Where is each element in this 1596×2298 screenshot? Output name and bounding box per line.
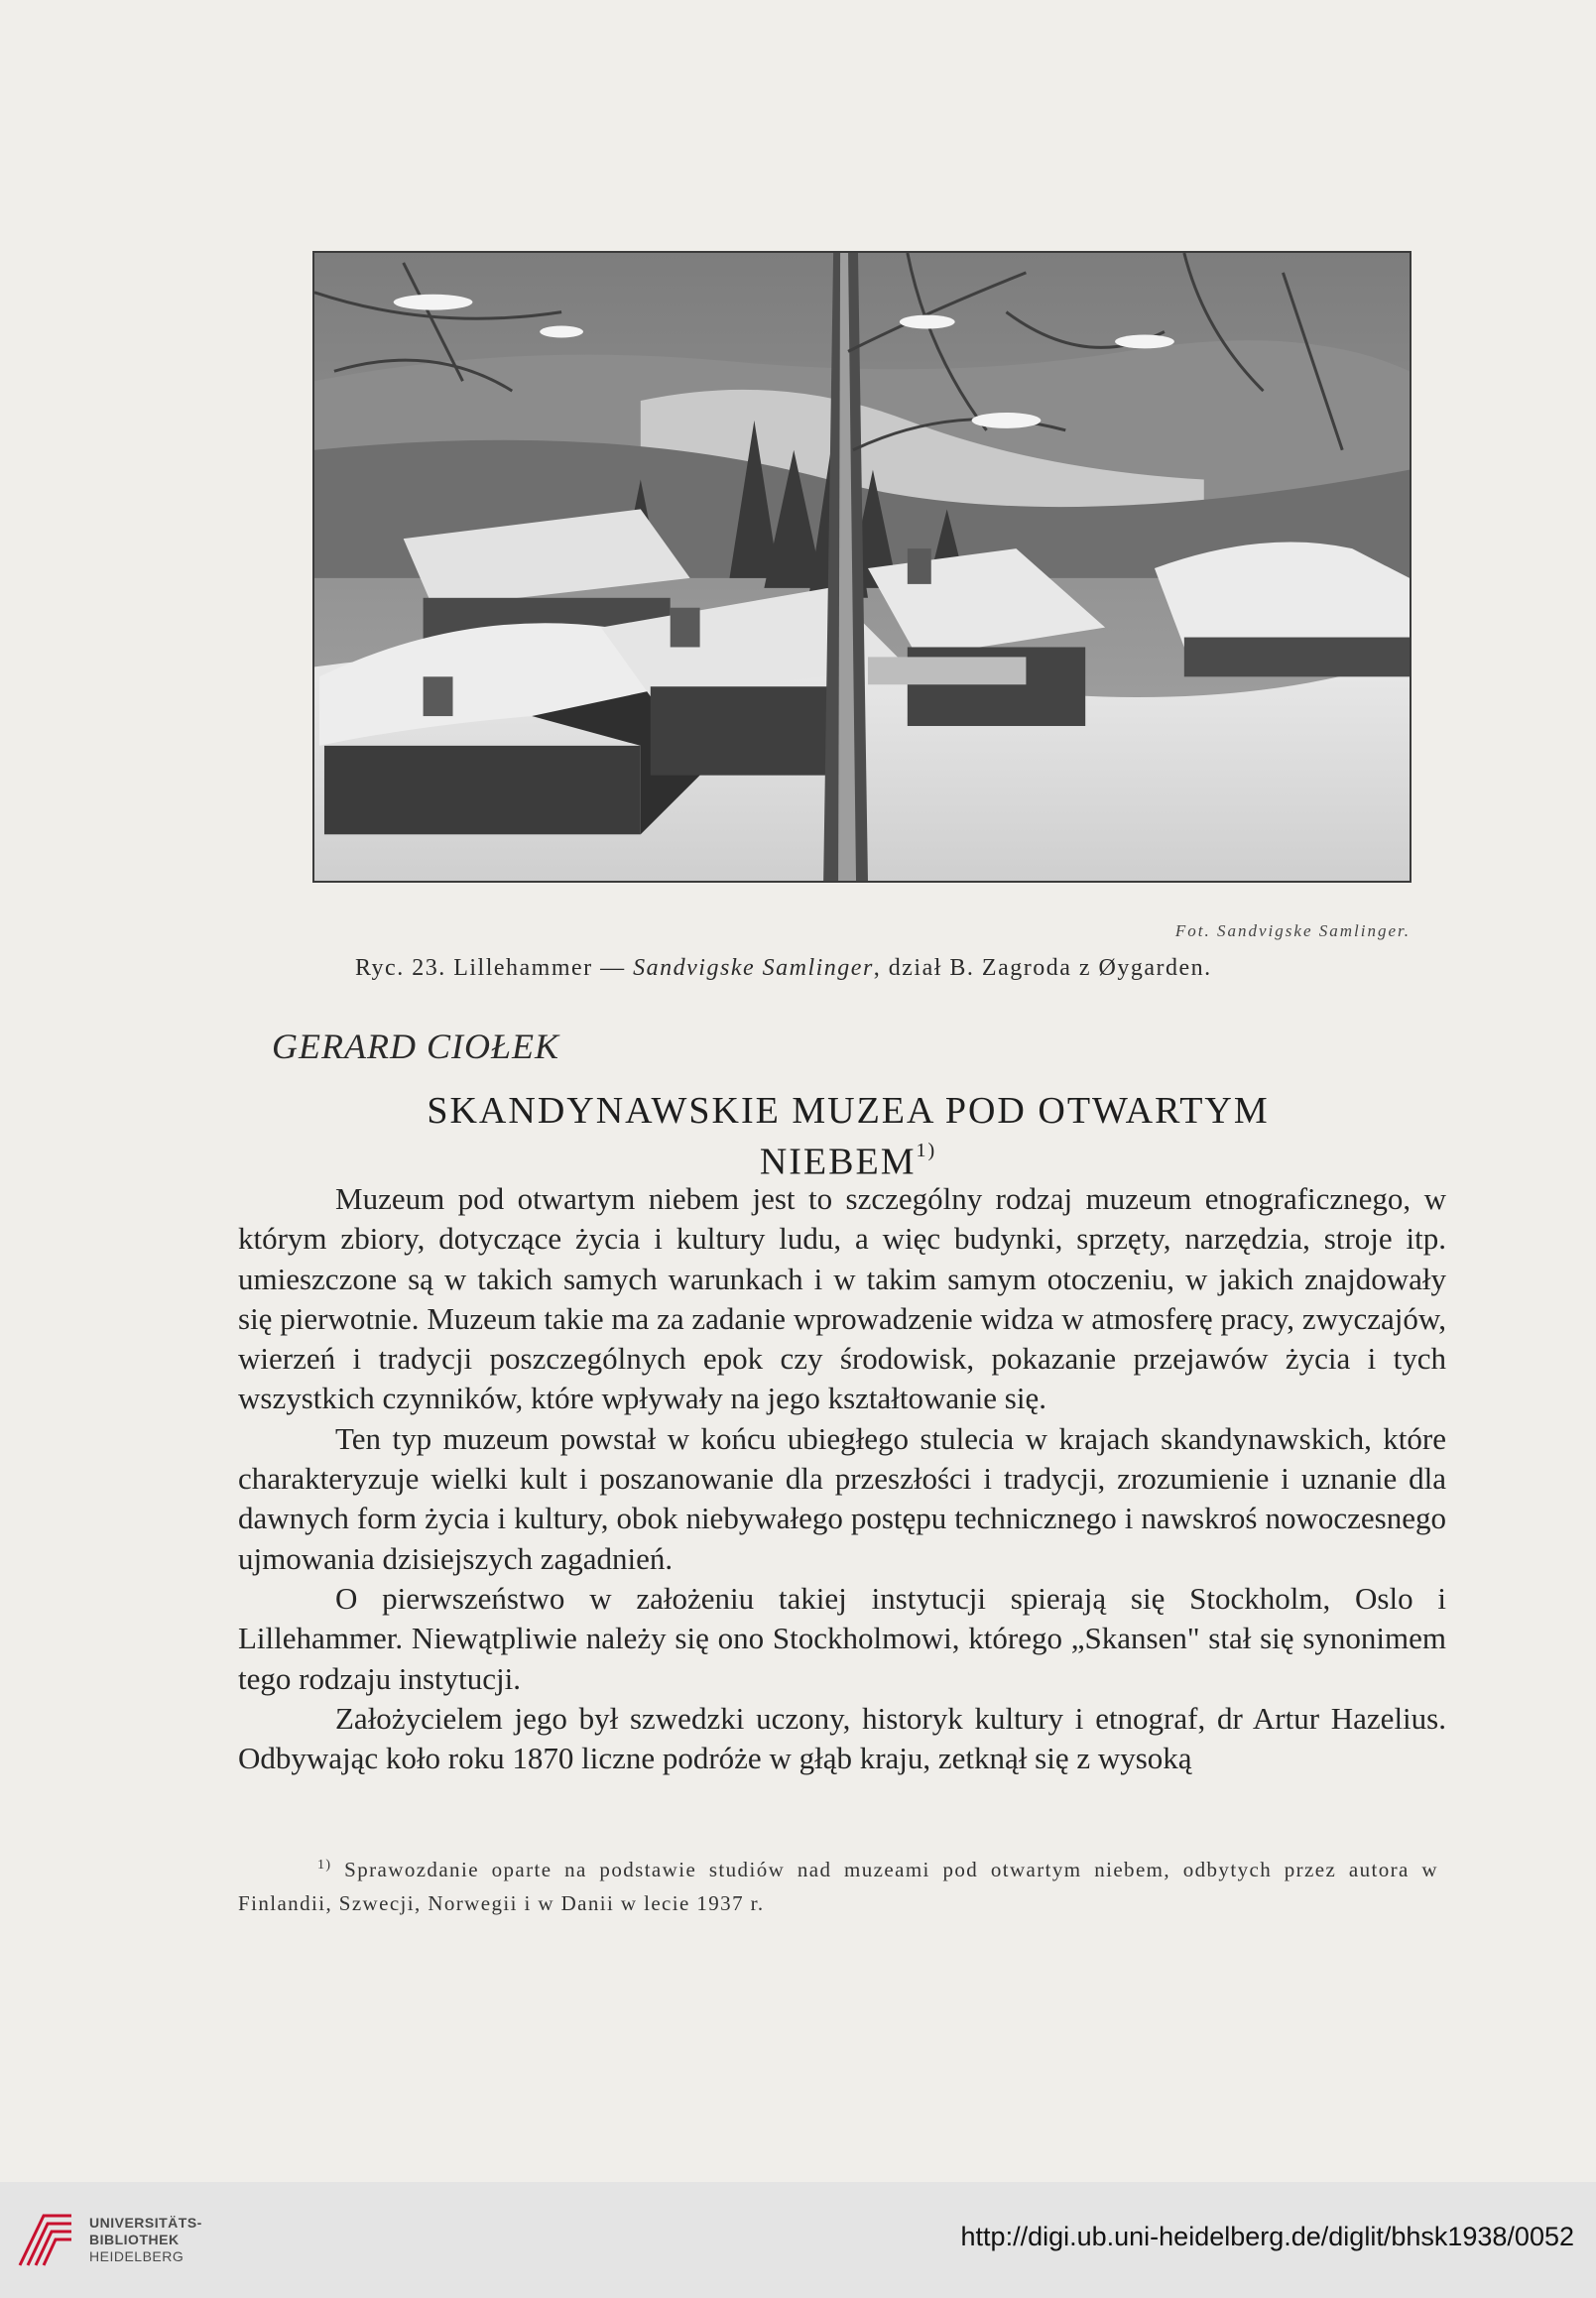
- library-line-3: HEIDELBERG: [89, 2248, 184, 2264]
- footer-bar: [0, 2182, 1596, 2298]
- library-name[interactable]: [89, 2215, 202, 2265]
- paragraph: O pierwszeństwo w założeniu takiej instytucji spierają się Stockholm, Oslo i Lillehammer. Niewątpliwie należy się ono Stockholmowi, którego „Skansen" stał się synonimem tego rodzaju instytucji.: [238, 1580, 1446, 1696]
- title-footnote-mark: 1): [916, 1140, 937, 1161]
- title-line-2: NIEBEM: [759, 1141, 917, 1183]
- library-line-2: BIBLIOTHEK: [89, 2232, 180, 2247]
- caption-italic-title: Sandvigske Samlinger: [633, 955, 874, 981]
- library-line-1: UNIVERSITÄTS-: [89, 2215, 202, 2231]
- page-url-link[interactable]: http://digi.ub.uni-heidelberg.de/diglit/bhsk1938/0052: [960, 2222, 1574, 2251]
- footnote: [238, 1849, 1438, 1920]
- footnote-mark: 1): [317, 1858, 332, 1873]
- footnote-text: Sprawozdanie oparte na podstawie studiów nad muzeami pod otwartym niebem, odbytych przez autora w Finlandii, Szwecji, Norwegii i w Danii w lecie 1937 r.: [238, 1858, 1439, 1915]
- photo-illustration: [314, 253, 1410, 881]
- article-body: [238, 1179, 1446, 1778]
- title-line-1: SKANDYNAWSKIE MUZEA POD OTWARTYM: [427, 1090, 1270, 1132]
- article-title: [238, 1089, 1458, 1184]
- winter-farmstead-photograph: [312, 251, 1412, 883]
- figure-caption: [355, 955, 1416, 982]
- paragraph: Ten typ muzeum powstał w końcu ubiegłego stulecia w krajach skandynawskich, które charakteryzuje wielki kult i poszanowanie dla przeszłości i tradycji, zrozumienie i uznanie dla dawnych form życia i kultury, obok niebywałego postępu technicznego i nawskroś nowoczesnego ujmowania dzisiejszych zagadnień.: [238, 1420, 1446, 1576]
- photo-credit: Fot. Sandvigske Samlinger.: [1174, 921, 1411, 940]
- caption-prefix: Ryc. 23. Lillehammer —: [355, 955, 634, 981]
- paragraph: Założycielem jego był szwedzki uczony, historyk kultury i etnograf, dr Artur Hazelius. Odbywając koło roku 1870 liczne podróże w głąb kraju, zetknął się z wysoką: [238, 1700, 1446, 1776]
- author-name: GERARD CIOŁEK: [272, 1027, 559, 1066]
- library-logo-icon[interactable]: [14, 2210, 77, 2271]
- paragraph: Muzeum pod otwartym niebem jest to szczególny rodzaj muzeum etnograficznego, w którym zbiory, dotyczące życia i kultury ludu, a więc budynki, sprzęty, narzędzia, stroje itp. umieszczone są w takich samych warunkach i w takim samym otoczeniu, w jakich znajdowały się pierwotnie. Muzeum takie ma za zadanie wprowadzenie widza w atmosferę pracy, zwyczajów, wierzeń i tradycji poszczególnych epok czy środowisk, pokazanie przejawów życia i tych wszystkich czynników, które wpływały na jego kształtowanie się.: [238, 1181, 1446, 1416]
- caption-suffix: , dział B. Zagroda z Øygarden.: [873, 955, 1212, 981]
